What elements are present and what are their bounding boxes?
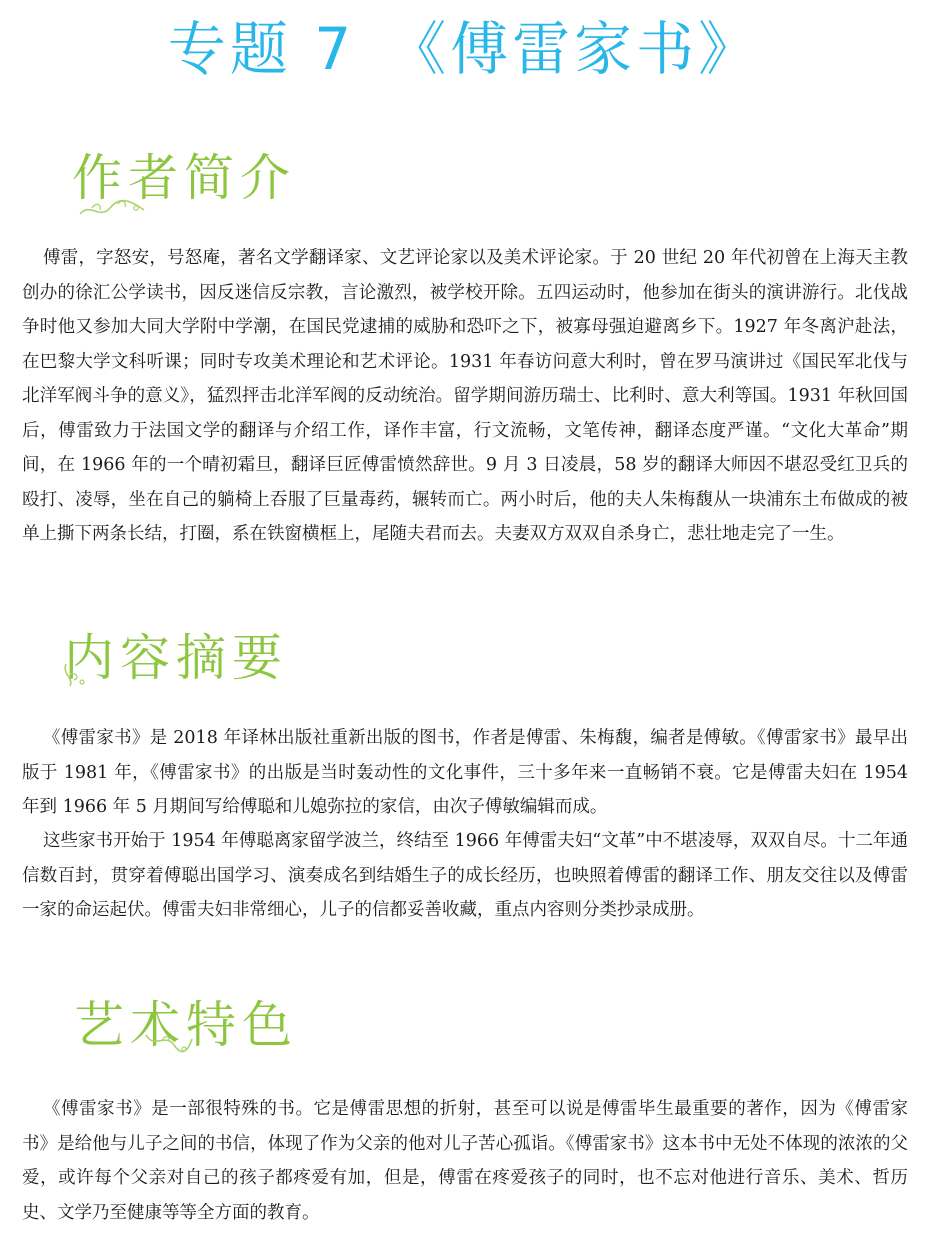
- section-heading-text: 作者简介: [72, 149, 296, 207]
- section-heading-text: 内容摘要: [64, 629, 288, 687]
- section-heading-author-intro: [72, 148, 296, 208]
- paragraph-artistic-features: 《傅雷家书》是一部很特殊的书。它是傅雷思想的折射，甚至可以说是傅雷毕生最重要的著作，因为《傅雷家书》是给他与儿子之间的书信，体现了作为父亲的他对儿子苦心孤诣。《傅雷家书》这本书中无处不体现的浓浓的父爱，或许每个父亲对自己的孩子都疼爱有加，但是，傅雷在疼爱孩子的同时，也不忘对他进行音乐、美术、哲历史、文学乃至健康等等全方面的教育。: [22, 1099, 908, 1223]
- paragraph-content-summary-1: 《傅雷家书》是 2018 年译林出版社重新出版的图书，作者是傅雷、朱梅馥，编者是傅敏。《傅雷家书》最早出版于 1981 年，《傅雷家书》的出版是当时轰动性的文化事件，三十多年来一直畅销不衰。它是傅雷夫妇在 1954 年到 1966 年 5 月期间写给傅聪和儿媳弥拉的家信，由次子傅敏编辑而成。: [22, 728, 908, 817]
- paragraph-content-summary-2: 这些家书开始于 1954 年傅聪离家留学波兰，终结至 1966 年傅雷夫妇“文革”中不堪凌辱，双双自尽。十二年通信数百封，贯穿着傅聪出国学习、演奏成名到结婚生子的成长经历，也映照着傅雷的翻译工作、朋友交往以及傅雷一家的命运起伏。傅雷夫妇非常细心，儿子的信都妥善收藏，重点内容则分类抄录成册。: [22, 831, 908, 920]
- section-heading-text: 艺术特色: [74, 996, 298, 1054]
- section-heading-content-summary: [64, 628, 288, 688]
- page-title: 专题 7 《傅雷家书》: [167, 15, 761, 83]
- section-heading-artistic-features: [74, 995, 298, 1055]
- paragraph-author-intro: 傅雷，字怒安，号怒庵，著名文学翻译家、文艺评论家以及美术评论家。于 20 世纪 20 年代初曾在上海天主教创办的徐汇公学读书，因反迷信反宗教，言论激烈，被学校开除。五四运动时，他参加在街头的演讲游行。北伐战争时他又参加大同大学附中学潮，在国民党逮捕的威胁和恐吓之下，被寡母强迫避离乡下。1927 年冬离沪赴法，在巴黎大学文科听课；同时专攻美术理论和艺术评论。1931 年春访问意大利时，曾在罗马演讲过《国民军北伐与北洋军阀斗争的意义》，猛烈抨击北洋军阀的反动统治。留学期间游历瑞士、比利时、意大利等国。1931 年秋回国后，傅雷致力于法国文学的翻译与介绍工作，译作丰富，行文流畅，文笔传神，翻译态度严谨。“文化大革命”期间，在 1966 年的一个晴初霜旦，翻译巨匠傅雷愤然辞世。9 月 3 日凌晨，58 岁的翻译大师因不堪忍受红卫兵的殴打、凌辱，坐在自己的躺椅上吞服了巨量毒药，辗转而亡。两小时后，他的夫人朱梅馥从一块浦东土布做成的被单上撕下两条长结，打圈，系在铁窗横框上，尾随夫君而去。夫妻双方双双自杀身亡，悲壮地走完了一生。: [22, 248, 908, 544]
